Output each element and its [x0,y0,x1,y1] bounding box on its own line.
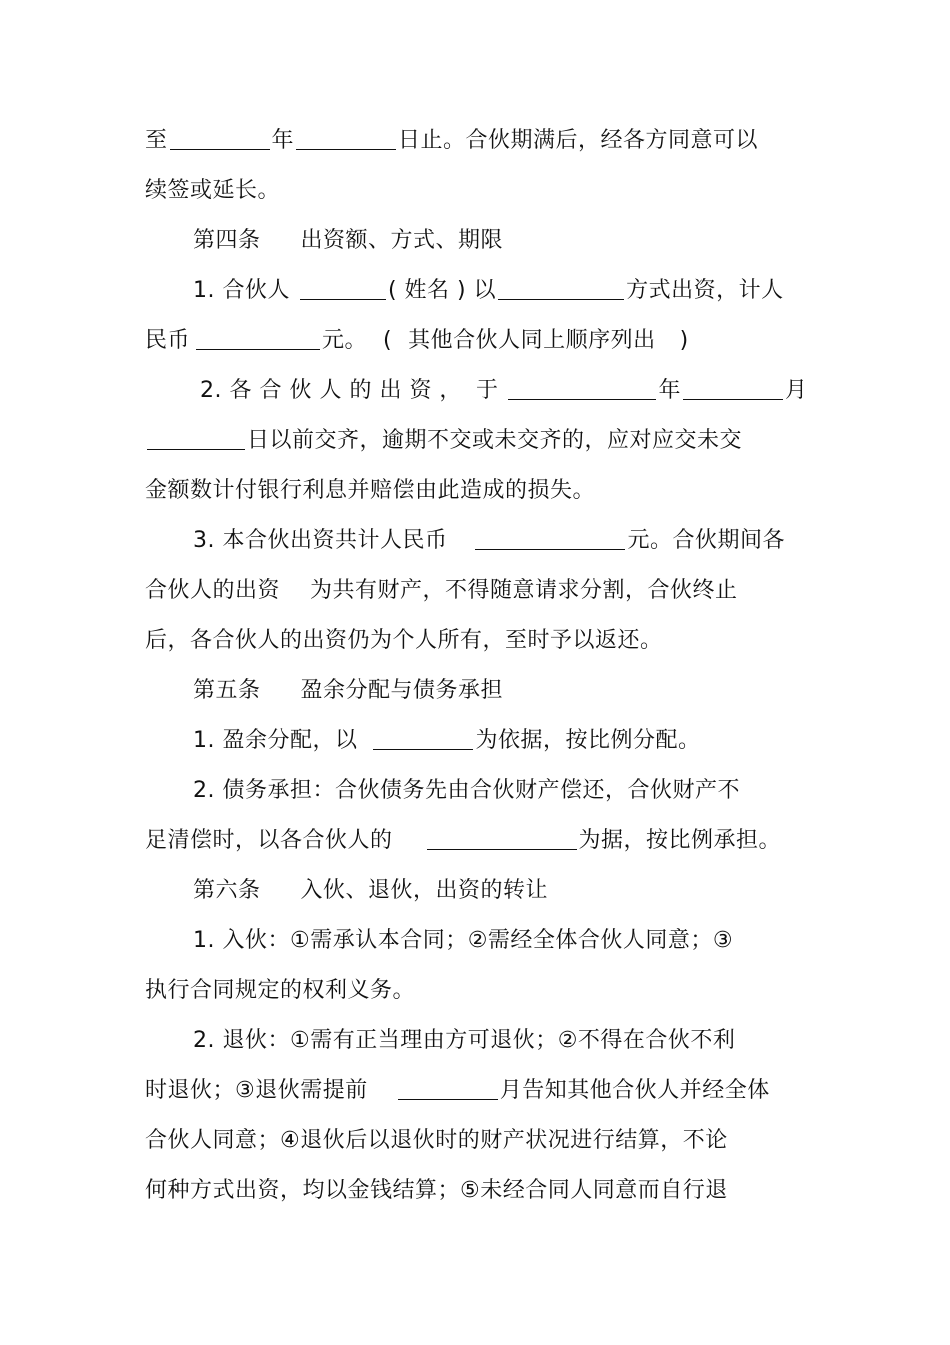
article-title: 入伙、退伙，出资的转让 [300,878,549,903]
text-line: 2. 债务承担：合伙债务先由合伙财产偿还，合伙财产不 [193,778,740,803]
text-line: 执行合同规定的权利义务。 [145,978,416,1003]
text: ) [679,328,689,353]
text: 3. 本合伙出资共计人民币 [193,528,448,553]
text-line [145,1074,770,1108]
text: 年 [658,378,681,403]
text: 为依据，按比例分配。 [475,728,701,753]
text-line [145,324,689,358]
text: 1. 盈余分配，以 [193,728,358,753]
text-line: 续签或延长。 [145,178,281,203]
text: 2. 各 合 伙 人 的 出 资 ， [200,378,462,403]
text: 日止。合伙期满后，经各方同意可以 [398,128,759,153]
blank-line [398,1075,498,1100]
text: 时退伙；③退伙需提前 [145,1078,368,1103]
text-line: 后，各合伙人的出资仍为个人所有，至时予以返还。 [145,628,663,653]
blank-line [427,825,577,850]
text: 年 [271,128,295,153]
text: 至 [145,128,168,153]
article-title: 盈余分配与债务承担 [300,678,504,703]
text-line [193,724,701,758]
text-line: 2. 退伙：①需有正当理由方可退伙；②不得在合伙不利 [193,1028,736,1053]
text: ( 姓名 ) 以 [387,278,497,303]
text: 1. 合伙人 [193,278,290,303]
text: 民币 [145,328,191,353]
text-line [193,524,785,558]
text: 元。 [322,328,368,353]
article-number: 第四条 [193,228,261,253]
blank-line [498,275,624,300]
text: 日以前交齐，逾期不交或未交齐的，应对应交未交 [247,428,743,453]
text-line [145,124,758,158]
text-line: 金额数计付银行利息并赔偿由此造成的损失。 [145,478,596,503]
article-number: 第六条 [193,878,261,903]
text-line: 1. 入伙：①需承认本合同；②需经全体合伙人同意；③ [193,928,734,953]
text: 元。合伙期间各 [627,528,785,553]
text-line [145,574,738,608]
text: 为共有财产，不得随意请求分割，合伙终止 [310,578,738,603]
blank-line [196,325,320,350]
text: 月 [784,378,808,403]
text-line [145,424,742,458]
blank-line [475,525,625,550]
text-line: 合伙人同意；④退伙后以退伙时的财产状况进行结算，不论 [145,1128,728,1153]
text: 月告知其他合伙人并经全体 [499,1078,770,1103]
blank-line [296,125,396,150]
blank-line [300,275,386,300]
article-heading [193,224,503,258]
blank-line [508,375,656,400]
text-line [145,824,781,858]
text-line: 何种方式出资，均以金钱结算；⑤未经合同人同意而自行退 [145,1178,728,1203]
blank-line [170,125,270,150]
blank-line [373,725,473,750]
text: 其他合伙人同上顺序列出 [408,328,656,353]
text-line [193,274,784,308]
blank-line [147,425,245,450]
text: 足清偿时，以各合伙人的 [145,828,393,853]
text: 于 [475,378,499,403]
text: 方式出资，计人 [626,278,784,303]
text: 为据，按比例承担。 [578,828,782,853]
text: ( [383,328,393,353]
text: 合伙人的出资 [145,578,281,603]
article-heading [193,674,503,708]
text-line [200,374,807,408]
blank-line [683,375,783,400]
article-number: 第五条 [193,678,261,703]
article-title: 出资额、方式、期限 [300,228,504,253]
article-heading [193,874,548,908]
